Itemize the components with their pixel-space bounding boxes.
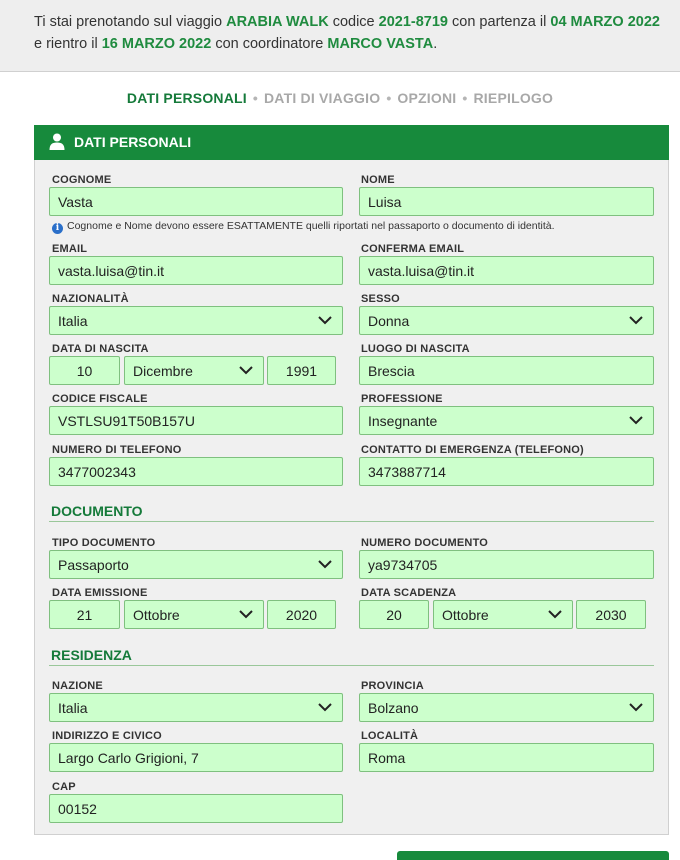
nome-label: NOME xyxy=(361,174,395,186)
email-input[interactable]: vasta.luisa@tin.it xyxy=(49,256,343,285)
birth-day-input[interactable]: 10 xyxy=(49,356,120,385)
step-separator: • xyxy=(252,90,258,106)
province-label: PROVINCIA xyxy=(361,680,424,692)
phone-input[interactable]: 3477002343 xyxy=(49,457,343,486)
expiry-day-input[interactable]: 20 xyxy=(359,600,429,629)
emergency-contact-input[interactable]: 3473887714 xyxy=(359,457,654,486)
birth-date-label: DATA DI NASCITA xyxy=(52,343,149,355)
confirm-email-label: CONFERMA EMAIL xyxy=(361,243,465,255)
summary-text-2: codice xyxy=(328,14,379,30)
document-divider xyxy=(49,521,654,522)
nome-input[interactable]: Luisa xyxy=(359,187,654,216)
zip-input[interactable]: 00152 xyxy=(49,794,343,823)
summary-text-5: con coordinatore xyxy=(211,36,328,52)
booking-steps xyxy=(0,90,680,106)
nationality-select[interactable] xyxy=(49,306,343,335)
chevron-down-icon xyxy=(548,609,562,619)
country-label: NAZIONE xyxy=(52,680,103,692)
tax-code-label: CODICE FISCALE xyxy=(52,393,148,405)
birth-year-input[interactable]: 1991 xyxy=(267,356,336,385)
gender-label: SESSO xyxy=(361,293,400,305)
issue-month-select[interactable] xyxy=(124,600,264,629)
chevron-down-icon xyxy=(239,365,253,375)
coordinator-name: MARCO VASTA xyxy=(327,36,434,52)
card-title: DATI PERSONALI xyxy=(74,134,192,150)
nationality-value: Italia xyxy=(58,313,88,329)
info-note-text: Cognome e Nome devono essere ESATTAMENTE quelli riportati nel passaporto o documento di identità. xyxy=(67,220,555,232)
summary-text-3: con partenza il xyxy=(448,14,551,30)
document-type-select[interactable] xyxy=(49,550,343,579)
expiry-month-select[interactable] xyxy=(433,600,573,629)
zip-label: CAP xyxy=(52,781,76,793)
document-number-input[interactable]: ya9734705 xyxy=(359,550,654,579)
chevron-down-icon xyxy=(318,559,332,569)
document-type-value: Passaporto xyxy=(58,557,129,573)
address-input[interactable]: Largo Carlo Grigioni, 7 xyxy=(49,743,343,772)
birth-month-select[interactable] xyxy=(124,356,264,385)
card-header xyxy=(34,125,669,160)
user-icon xyxy=(49,133,65,150)
issue-month-value: Ottobre xyxy=(133,607,180,623)
issue-day-input[interactable]: 21 xyxy=(49,600,120,629)
expiry-month-value: Ottobre xyxy=(442,607,489,623)
country-value: Italia xyxy=(58,700,88,716)
cognome-label: COGNOME xyxy=(52,174,112,186)
document-number-label: NUMERO DOCUMENTO xyxy=(361,537,489,549)
step-separator: • xyxy=(462,90,468,106)
cognome-input[interactable]: Vasta xyxy=(49,187,343,216)
profession-label: PROFESSIONE xyxy=(361,393,443,405)
gender-value: Donna xyxy=(368,313,410,329)
chevron-down-icon xyxy=(239,609,253,619)
city-input[interactable]: Roma xyxy=(359,743,654,772)
province-value: Bolzano xyxy=(368,700,419,716)
chevron-down-icon xyxy=(629,415,643,425)
province-select[interactable] xyxy=(359,693,654,722)
city-label: LOCALITÀ xyxy=(361,730,419,742)
issue-date-label: DATA EMISSIONE xyxy=(52,587,148,599)
summary-text-1: Ti stai prenotando sul viaggio xyxy=(34,14,227,30)
expiry-year-input[interactable]: 2030 xyxy=(576,600,646,629)
birth-place-label: LUOGO DI NASCITA xyxy=(361,343,470,355)
chevron-down-icon xyxy=(318,702,332,712)
confirm-email-input[interactable]: vasta.luisa@tin.it xyxy=(359,256,654,285)
booking-summary xyxy=(0,0,680,72)
step-riepilogo: RIEPILOGO xyxy=(473,90,554,106)
step-dati-personali: DATI PERSONALI xyxy=(126,90,247,106)
chevron-down-icon xyxy=(629,315,643,325)
chevron-down-icon xyxy=(629,702,643,712)
summary-text-4: e rientro il xyxy=(34,36,102,52)
phone-label: NUMERO DI TELEFONO xyxy=(52,444,182,456)
next-button[interactable] xyxy=(397,851,669,860)
info-icon: i xyxy=(52,223,63,234)
tax-code-input[interactable]: VSTLSU91T50B157U xyxy=(49,406,343,435)
name-info-note xyxy=(52,220,555,234)
step-dati-di-viaggio: DATI DI VIAGGIO xyxy=(264,90,381,106)
document-section-title: DOCUMENTO xyxy=(51,503,143,519)
emergency-contact-label: CONTATTO DI EMERGENZA (TELEFONO) xyxy=(361,444,584,456)
trip-code: 2021-8719 xyxy=(378,14,448,30)
birth-month-value: Dicembre xyxy=(133,363,193,379)
gender-select[interactable] xyxy=(359,306,654,335)
document-type-label: TIPO DOCUMENTO xyxy=(52,537,156,549)
country-select[interactable] xyxy=(49,693,343,722)
nationality-label: NAZIONALITÀ xyxy=(52,293,129,305)
birth-place-input[interactable]: Brescia xyxy=(359,356,654,385)
trip-name: ARABIA WALK xyxy=(226,14,329,30)
departure-date: 04 MARZO 2022 xyxy=(550,14,660,30)
return-date: 16 MARZO 2022 xyxy=(101,36,212,52)
profession-select[interactable] xyxy=(359,406,654,435)
expiry-date-label: DATA SCADENZA xyxy=(361,587,457,599)
step-separator: • xyxy=(386,90,392,106)
profession-value: Insegnante xyxy=(368,413,438,429)
issue-year-input[interactable]: 2020 xyxy=(267,600,336,629)
address-label: INDIRIZZO E CIVICO xyxy=(52,730,162,742)
email-label: EMAIL xyxy=(52,243,88,255)
residence-section-title: RESIDENZA xyxy=(51,647,132,663)
summary-text-6: . xyxy=(433,36,438,52)
residence-divider xyxy=(49,665,654,666)
step-opzioni: OPZIONI xyxy=(397,90,457,106)
chevron-down-icon xyxy=(318,315,332,325)
